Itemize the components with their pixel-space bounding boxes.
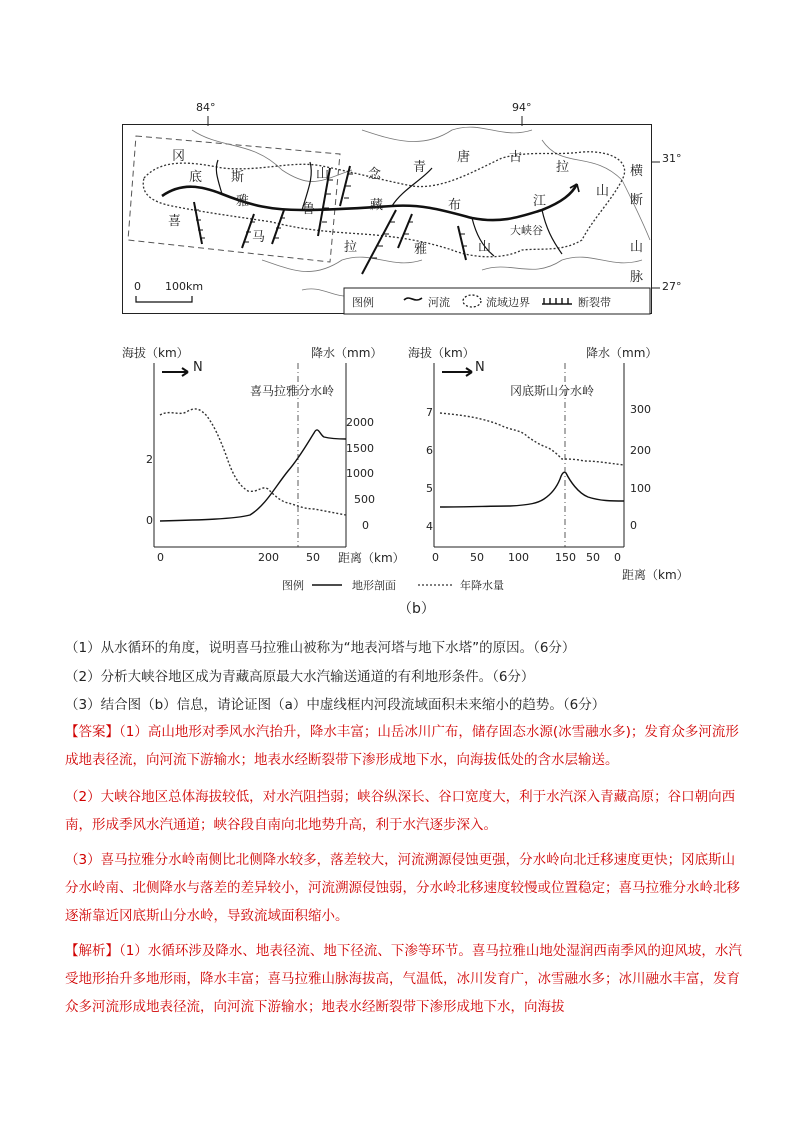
lon-label-84: 84° <box>196 101 216 114</box>
answer-part-1 <box>65 718 745 774</box>
scale-100km: 100km <box>165 280 204 293</box>
chart-right-north: N <box>475 360 485 375</box>
chart-right-xt-100: 100 <box>508 551 529 564</box>
map-char-qing: 青 <box>413 160 427 175</box>
chart-right-rt-0: 0 <box>630 519 637 532</box>
map-legend-fault: 断裂带 <box>578 296 611 309</box>
map-char-zang: 藏 <box>370 198 384 213</box>
map-drawing <box>122 110 682 320</box>
map-char-heng: 横 <box>630 164 644 179</box>
chart-right-xt-0b: 0 <box>614 551 621 564</box>
map-char-shan4: 山 <box>630 240 644 255</box>
map-legend-basin: 流域边界 <box>486 296 530 309</box>
lon-label-94: 94° <box>512 101 532 114</box>
chart-legend-lines <box>308 578 558 592</box>
chart-right-rt-100: 100 <box>630 482 651 495</box>
chart-left-rt-2000: 2000 <box>346 416 374 429</box>
map-legend-title: 图例 <box>352 296 374 309</box>
map-char-gu: 古 <box>509 150 523 165</box>
chart-left-xlabel: 距离（km） <box>338 551 405 565</box>
chart-right-lt-5: 5 <box>426 482 433 495</box>
map-char-lu: 鲁 <box>302 202 316 217</box>
map-char-ma: 马 <box>252 230 266 245</box>
chart-right-xlabel: 距离（km） <box>622 568 689 582</box>
chart-right-xt-50b: 50 <box>586 551 600 564</box>
chart-right-rt-300: 300 <box>630 403 651 416</box>
scale-zero: 0 <box>134 280 141 293</box>
lat-label-31: 31° <box>662 152 682 165</box>
map-char-mai: 脉 <box>630 270 644 285</box>
chart-left-north: N <box>193 360 203 375</box>
chart-right-ylabel-left: 海拔（km） <box>408 346 475 360</box>
map-char-ya1: 雅 <box>236 194 250 209</box>
chart-left-ylabel-right: 降水（mm） <box>311 346 383 360</box>
chart-left-annotation: 喜马拉雅分水岭 <box>250 384 335 398</box>
chart-right-annotation: 冈底斯山分水岭 <box>510 384 595 398</box>
question-2: （2）分析大峡谷地区成为青藏高原最大水汽输送通道的有利地形条件。（6分） <box>65 669 535 685</box>
map-char-ya2: 雅 <box>414 242 428 257</box>
map-char-tang: 唐 <box>457 150 471 165</box>
lat-label-27: 27° <box>662 280 682 293</box>
answer-tag: 【答案】 <box>65 724 119 740</box>
chart-left-rt-1500: 1500 <box>346 442 374 455</box>
analysis-text-1: （1）水循环涉及降水、地表径流、地下径流、下渗等环节。喜马拉雅山地处湿润西南季风的迎风坡，水汽受地形抬升多地形雨，降水丰富；喜马拉雅山脉海拔高，气温低，冰川发育广，冰雪融水多；冰川融水丰富，发育众多河流形成地表径流，向河流下游输水；地表水经断裂带下渗形成地下水，向海拔 <box>65 943 742 1015</box>
chart-left-rt-500: 500 <box>354 493 375 506</box>
figure-label-b: （b） <box>398 601 435 617</box>
map-char-la1: 拉 <box>556 160 570 175</box>
map-char-shan2: 山 <box>596 184 610 199</box>
map-legend-river: 河流 <box>428 296 450 309</box>
chart-right-lt-4: 4 <box>426 520 433 533</box>
map-char-xi: 喜 <box>168 214 182 229</box>
map-label-grand-canyon: 大峡谷 <box>510 224 543 237</box>
chart-left-xt-0: 0 <box>157 551 164 564</box>
map-char-duan: 断 <box>630 193 644 208</box>
analysis-tag: 【解析】 <box>65 943 119 959</box>
chart-legend-title: 图例 <box>282 579 304 592</box>
chart-legend-dotted: 年降水量 <box>460 579 504 592</box>
chart-right-xt-0: 0 <box>432 551 439 564</box>
map-char-si: 斯 <box>231 170 245 185</box>
chart-right-rt-200: 200 <box>630 444 651 457</box>
chart-right-plot <box>420 355 640 560</box>
answer-part-3: （3）喜马拉雅分水岭南侧比北侧降水较多，落差较大，河流溯源侵蚀更强，分水岭向北迁移速度更快；冈底斯山分水岭南、北侧降水与落差的差异较小，河流溯源侵蚀弱，分水岭北移速度较慢或位置稳定；喜马拉雅分水岭北移逐渐靠近冈底斯山分水岭，导致流域面积缩小。 <box>65 852 740 924</box>
map-char-bu: 布 <box>448 198 462 213</box>
map-char-gang: 冈 <box>172 149 186 164</box>
chart-right-ylabel-right: 降水（mm） <box>586 346 658 360</box>
chart-left-lt-0: 0 <box>146 514 153 527</box>
map-char-la2: 拉 <box>344 240 358 255</box>
chart-right-xt-150: 150 <box>555 551 576 564</box>
map-char-shan1: 山 <box>316 167 330 182</box>
chart-left-rt-0: 0 <box>362 519 369 532</box>
answer-text-1: （1）高山地形对季风水汽抬升，降水丰富；山岳冰川广布，储存固态水源(冰雪融水多)；发育众多河流形成地表径流，向河流下游输水；地表水经断裂带下渗形成地下水，向海拔低处的含水层输送。 <box>65 724 739 768</box>
map-char-di: 底 <box>189 170 203 185</box>
chart-right-lt-7: 7 <box>426 406 433 419</box>
answer-part-2: （2）大峡谷地区总体海拔较低，对水汽阻挡弱；峡谷纵深长、谷口宽度大，利于水汽深入青藏高原；谷口朝向西南，形成季风水汽通道；峡谷段自南向北地势升高，利于水汽逐步深入。 <box>65 789 736 833</box>
chart-left-xt-50: 50 <box>306 551 320 564</box>
analysis-part-1 <box>65 937 745 1021</box>
map-char-jiang: 江 <box>533 194 547 209</box>
chart-right-xt-50: 50 <box>470 551 484 564</box>
chart-right-lt-6: 6 <box>426 444 433 457</box>
chart-left-ylabel-left: 海拔（km） <box>122 346 189 360</box>
map-char-shan3: 山 <box>478 240 492 255</box>
question-3: （3）结合图（b）信息，请论证图（a）中虚线框内河段流域面积未来缩小的趋势。（6分） <box>65 697 606 713</box>
chart-left-lt-2: 2 <box>146 453 153 466</box>
chart-left-rt-1000: 1000 <box>346 467 374 480</box>
map-char-nian: 念 <box>368 167 382 182</box>
chart-left-plot <box>140 355 360 560</box>
question-1: （1）从水循环的角度，说明喜马拉雅山被称为“地表河塔与地下水塔”的原因。（6分） <box>65 640 576 656</box>
chart-left-xt-200: 200 <box>258 551 279 564</box>
chart-legend-solid: 地形剖面 <box>352 579 396 592</box>
